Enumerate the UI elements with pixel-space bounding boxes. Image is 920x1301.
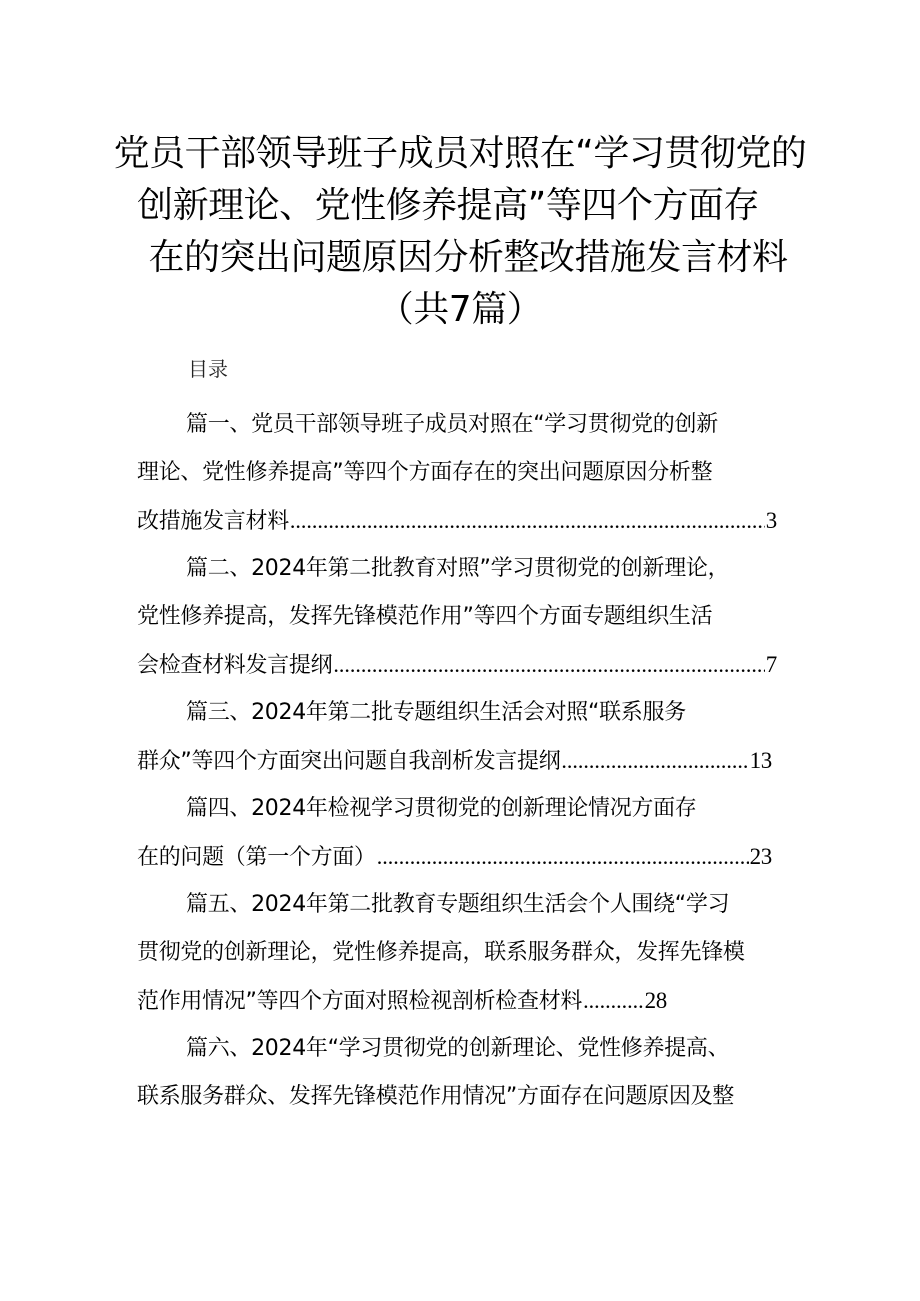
toc-entry-1-page: 3 xyxy=(765,508,777,533)
toc-entry-5-page: 28 xyxy=(644,988,667,1013)
toc-entry-1-line-1[interactable]: 篇一、党员干部领导班子成员对照在“学习贯彻党的创新 xyxy=(186,412,718,437)
toc-entry-3-page: 13 xyxy=(749,748,772,773)
document-title-line-1: 党员干部领导班子成员对照在“学习贯彻党的 xyxy=(113,133,807,174)
toc-entry-4-page: 23 xyxy=(749,844,772,869)
toc-entry-3-line-1[interactable]: 篇三、2024年第二批专题组织生活会对照“联系服务 xyxy=(186,700,686,725)
toc-entry-3-last-line[interactable] xyxy=(137,745,772,778)
toc-entry-5-line-2[interactable]: 贯彻党的创新理论，党性修养提高，联系服务群众，发挥先锋模 xyxy=(137,940,745,965)
toc-entry-5-last-line[interactable] xyxy=(137,985,667,1018)
document-title-line-3: 在的突出问题原因分析整改措施发言材料 xyxy=(148,237,788,278)
toc-entry-6-line-2[interactable]: 联系服务群众、发挥先锋模范作用情况”方面存在问题原因及整 xyxy=(137,1084,734,1109)
toc-entry-1-line-2[interactable]: 理论、党性修养提高”等四个方面存在的突出问题原因分析整 xyxy=(137,460,713,485)
toc-leader-dots xyxy=(333,649,764,681)
toc-entry-5-line-3: 范作用情况”等四个方面对照检视剖析检查材料 xyxy=(137,989,583,1014)
toc-entry-4-line-1[interactable]: 篇四、2024年检视学习贯彻党的创新理论情况方面存 xyxy=(186,796,697,821)
toc-leader-dots xyxy=(583,985,643,1017)
toc-entry-1-last-line[interactable] xyxy=(137,505,777,538)
toc-entry-2-last-line[interactable] xyxy=(137,649,777,682)
toc-entry-6-line-1[interactable]: 篇六、2024年“学习贯彻党的创新理论、党性修养提高、 xyxy=(186,1036,730,1061)
toc-leader-dots xyxy=(561,745,748,777)
toc-entry-5-line-1[interactable]: 篇五、2024年第二批教育专题组织生活会个人围绕“学习 xyxy=(186,892,730,917)
toc-entry-2-line-3: 会检查材料发言提纲 xyxy=(137,653,333,678)
toc-leader-dots xyxy=(377,841,749,873)
toc-entry-3-line-2: 群众”等四个方面突出问题自我剖析发言提纲 xyxy=(137,749,561,774)
toc-entry-2-line-2[interactable]: 党性修养提高，发挥先锋模范作用”等四个方面专题组织生活 xyxy=(137,604,713,629)
toc-entry-1-line-3: 改措施发言材料 xyxy=(137,509,289,534)
document-title-line-2: 创新理论、党性修养提高”等四个方面存 xyxy=(137,185,759,226)
toc-entry-4-line-2: 在的问题（第一个方面） xyxy=(137,845,376,870)
toc-leader-dots xyxy=(290,505,765,537)
document-title-line-4: （共7篇） xyxy=(377,289,543,330)
toc-entry-2-page: 7 xyxy=(765,652,777,677)
toc-heading: 目录 xyxy=(188,357,228,381)
toc-entry-2-line-1[interactable]: 篇二、2024年第二批教育对照”学习贯彻党的创新理论， xyxy=(186,556,730,581)
toc-entry-4-last-line[interactable] xyxy=(137,841,772,874)
